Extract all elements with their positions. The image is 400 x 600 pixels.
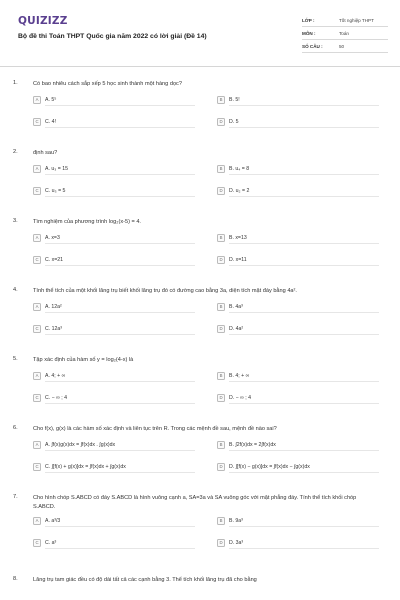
- question-text: Tập xác định của hàm số y = log₂(4-x) là: [33, 357, 134, 363]
- option-letter-box: B: [217, 517, 225, 525]
- answer-option-a[interactable]: [33, 232, 60, 243]
- option-text: B. u₄ = 8: [229, 165, 250, 172]
- option-underline: [45, 526, 195, 527]
- meta-row-count: [302, 40, 388, 53]
- option-text: A. 5⁵: [45, 96, 57, 103]
- option-text: D. 3a³: [229, 539, 244, 546]
- option-text: D. u₂ = 2: [229, 187, 250, 194]
- option-underline: [229, 548, 379, 549]
- option-underline: [229, 312, 379, 313]
- option-letter-box: C: [33, 394, 41, 402]
- option-letter-box: C: [33, 539, 41, 547]
- option-text: C. 12a³: [45, 325, 63, 332]
- answer-option-d[interactable]: [217, 392, 251, 403]
- option-letter-box: D: [217, 325, 225, 333]
- option-underline: [45, 243, 195, 244]
- question-text: Cho f(x), g(x) là các hàm số xác định và liên tục trên R. Trong các mệnh đề sau, mệnh đề nào sai?: [33, 426, 277, 432]
- answer-option-d[interactable]: [217, 537, 243, 548]
- answer-option-b[interactable]: [217, 515, 243, 526]
- answer-option-c[interactable]: [33, 254, 63, 265]
- option-letter-box: D: [217, 463, 225, 471]
- answer-option-b[interactable]: [217, 439, 276, 450]
- answer-option-a[interactable]: [33, 370, 65, 381]
- option-text: A. u₃ = 15: [45, 165, 69, 172]
- option-text: A. x=3: [45, 234, 60, 241]
- option-text: A. 12a²: [45, 303, 62, 310]
- option-underline: [45, 381, 195, 382]
- option-letter-box: B: [217, 165, 225, 173]
- answer-option-c[interactable]: [33, 185, 65, 196]
- option-text: B. 5!: [229, 96, 240, 103]
- answer-option-c[interactable]: [33, 323, 62, 334]
- option-letter-box: D: [217, 539, 225, 547]
- question-number: 4.: [13, 287, 18, 293]
- option-underline: [45, 472, 195, 473]
- option-underline: [45, 265, 195, 266]
- option-letter-box: A: [33, 165, 41, 173]
- option-text: D. 4a²: [229, 325, 244, 332]
- option-text: D. 5: [229, 118, 239, 125]
- option-text: C. ∫[f(x) + g(x)]dx = ∫f(x)dx + ∫g(x)dx: [45, 463, 126, 470]
- option-letter-box: C: [33, 325, 41, 333]
- option-letter-box: B: [217, 96, 225, 104]
- answer-option-b[interactable]: [217, 301, 243, 312]
- answer-option-b[interactable]: [217, 163, 249, 174]
- option-text: A. a³/3: [45, 517, 61, 524]
- question-number: 6.: [13, 425, 18, 431]
- meta-row-subject: [302, 27, 388, 40]
- meta-label: MÔN :: [302, 30, 316, 36]
- answer-option-d[interactable]: [217, 323, 243, 334]
- answer-option-d[interactable]: [217, 116, 239, 127]
- question-number: 2.: [13, 149, 18, 155]
- option-letter-box: A: [33, 517, 41, 525]
- option-underline: [45, 450, 195, 451]
- answer-option-a[interactable]: [33, 439, 115, 450]
- question-number: 7.: [13, 494, 18, 500]
- meta-label: SỐ CÂU :: [302, 43, 323, 49]
- option-underline: [229, 403, 379, 404]
- option-letter-box: D: [217, 118, 225, 126]
- answer-option-d[interactable]: [217, 461, 310, 472]
- option-letter-box: B: [217, 441, 225, 449]
- question-text: Tìm nghiệm của phương trình log₂(x-5) = 4.: [33, 219, 141, 225]
- option-text: B. 9a³: [229, 517, 243, 524]
- question-text: Cho hình chóp S.ABCD có đáy S.ABCD là hình vuông cạnh a, SA=3a và SA vuông góc với mặt phẳng đáy. Tính thể tích khối chóp S.ABCD.: [33, 495, 357, 510]
- answer-option-c[interactable]: [33, 461, 126, 472]
- option-text: B. ∫2f(x)dx = 2∫f(x)dx: [229, 441, 276, 448]
- question-text: Lăng trụ tam giác đều có độ dài tất cả các cạnh bằng 3. Thể tích khối lăng trụ đã cho bằng: [33, 577, 257, 583]
- option-underline: [229, 381, 379, 382]
- option-letter-box: C: [33, 463, 41, 471]
- answer-option-a[interactable]: [33, 94, 56, 105]
- option-letter-box: C: [33, 256, 41, 264]
- question-text: Tính thể tích của một khối lăng trụ biết khối lăng trụ đó có đường cao bằng 3a, diện tích mặt đáy bằng 4a².: [33, 288, 297, 294]
- header-divider: [0, 66, 400, 67]
- answer-option-b[interactable]: [217, 94, 240, 105]
- answer-option-c[interactable]: [33, 537, 56, 548]
- answer-option-a[interactable]: [33, 163, 68, 174]
- option-text: D. ∫[f(x) − g(x)]dx = ∫f(x)dx − ∫g(x)dx: [229, 463, 310, 470]
- option-underline: [45, 127, 195, 128]
- option-underline: [229, 105, 379, 106]
- option-underline: [45, 174, 195, 175]
- option-underline: [229, 472, 379, 473]
- option-underline: [45, 312, 195, 313]
- answer-option-d[interactable]: [217, 185, 249, 196]
- option-underline: [229, 243, 379, 244]
- option-underline: [45, 196, 195, 197]
- option-letter-box: C: [33, 118, 41, 126]
- answer-option-d[interactable]: [217, 254, 247, 265]
- option-underline: [45, 105, 195, 106]
- option-text: B. 4; + ∞: [229, 372, 250, 379]
- document-title: Bộ đề thi Toán THPT Quốc gia năm 2022 có lời giải (Đề 14): [18, 33, 207, 40]
- question-text: định sau?: [33, 150, 58, 156]
- question-number: 1.: [13, 80, 18, 86]
- option-letter-box: A: [33, 234, 41, 242]
- question-text: Có bao nhiêu cách sắp xếp 5 học sinh thành một hàng dọc?: [33, 81, 182, 87]
- quizizz-logo: QUIZIZZ: [18, 15, 68, 27]
- question-number: 5.: [13, 356, 18, 362]
- answer-option-a[interactable]: [33, 515, 60, 526]
- option-text: D. − ∞ ; 4: [229, 394, 252, 401]
- option-underline: [229, 127, 379, 128]
- option-text: A. ∫f(x)g(x)dx = ∫f(x)dx . ∫g(x)dx: [45, 441, 116, 448]
- option-text: B. x=13: [229, 234, 247, 241]
- option-underline: [229, 334, 379, 335]
- option-letter-box: B: [217, 372, 225, 380]
- option-letter-box: A: [33, 96, 41, 104]
- option-underline: [229, 526, 379, 527]
- meta-value: Tốt nghiệp THPT: [339, 17, 374, 23]
- option-letter-box: C: [33, 187, 41, 195]
- option-underline: [229, 265, 379, 266]
- option-text: C. 4!: [45, 118, 56, 125]
- question-number: 3.: [13, 218, 18, 224]
- answer-option-b[interactable]: [217, 370, 249, 381]
- option-underline: [229, 174, 379, 175]
- option-text: D. x=11: [229, 256, 247, 263]
- option-text: C. − ∞ ; 4: [45, 394, 68, 401]
- option-underline: [229, 196, 379, 197]
- meta-value: 50: [339, 43, 345, 49]
- option-text: B. 4a³: [229, 303, 243, 310]
- answer-option-a[interactable]: [33, 301, 62, 312]
- meta-label: LỚP :: [302, 17, 315, 23]
- answer-option-c[interactable]: [33, 392, 67, 403]
- option-text: C. u₃ = 5: [45, 187, 66, 194]
- option-text: A. 4; + ∞: [45, 372, 66, 379]
- option-text: C. x=21: [45, 256, 64, 263]
- option-letter-box: A: [33, 372, 41, 380]
- answer-option-c[interactable]: [33, 116, 56, 127]
- answer-option-b[interactable]: [217, 232, 247, 243]
- option-letter-box: B: [217, 234, 225, 242]
- option-letter-box: B: [217, 303, 225, 311]
- option-underline: [229, 450, 379, 451]
- option-text: C. a³: [45, 539, 57, 546]
- option-underline: [45, 403, 195, 404]
- option-underline: [45, 334, 195, 335]
- meta-panel: [302, 14, 388, 53]
- option-underline: [45, 548, 195, 549]
- option-letter-box: D: [217, 394, 225, 402]
- option-letter-box: A: [33, 303, 41, 311]
- option-letter-box: D: [217, 256, 225, 264]
- option-letter-box: D: [217, 187, 225, 195]
- meta-value: Toán: [339, 30, 349, 36]
- meta-row-class: [302, 14, 388, 27]
- option-letter-box: A: [33, 441, 41, 449]
- question-number: 8.: [13, 576, 18, 582]
